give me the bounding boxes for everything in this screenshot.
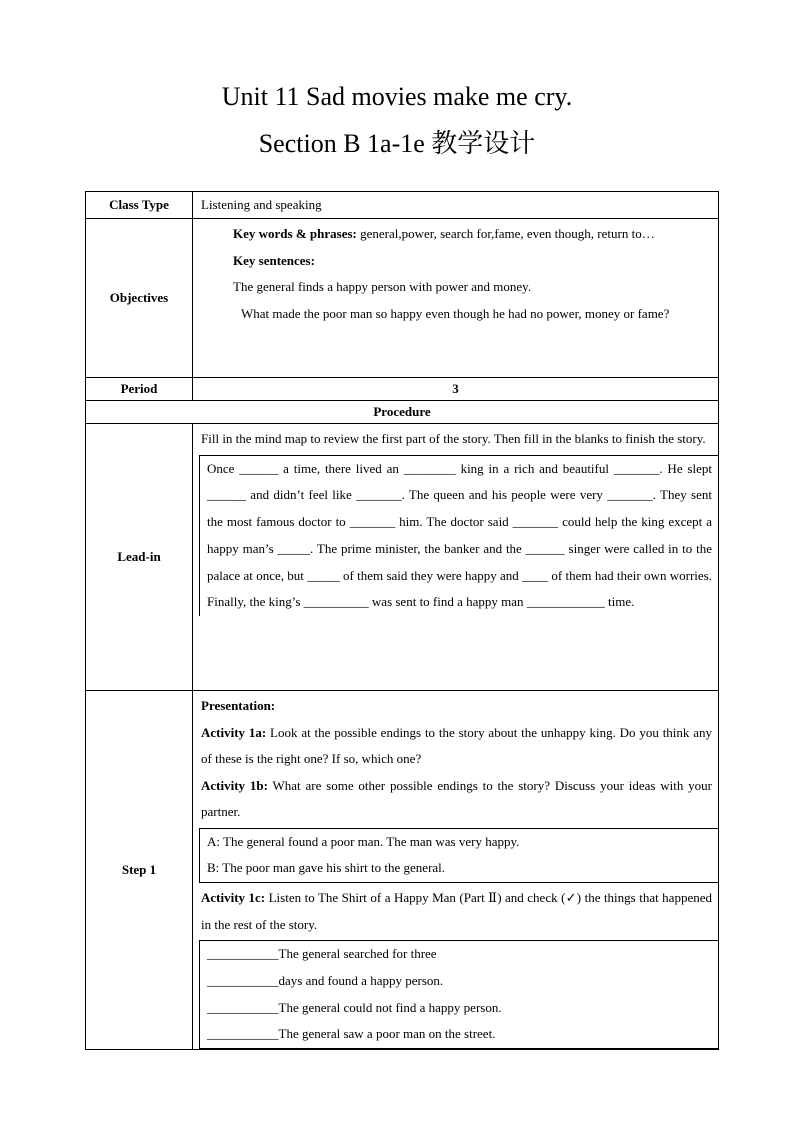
check-item: ___________days and found a happy person.	[207, 972, 444, 988]
class-type-row	[86, 192, 719, 219]
objectives-row	[86, 219, 719, 378]
activity-1a-text: Look at the possible endings to the story about the unhappy king. Do you think any of these is the right one? If so, which one?	[201, 724, 713, 766]
lesson-plan-table	[85, 191, 719, 1050]
key-words-label: Key words & phrases:	[233, 226, 357, 241]
activity-1b-text: What are some other possible endings to the story? Discuss your ideas with your partner.	[201, 777, 713, 819]
procedure-row	[86, 401, 719, 424]
check-blank: ___________	[207, 972, 279, 988]
step1-row	[86, 691, 719, 1050]
objectives-label: Objectives	[86, 219, 193, 378]
step1-label: Step 1	[86, 691, 193, 1050]
class-type-label: Class Type	[86, 192, 193, 219]
period-value: 3	[193, 378, 719, 401]
key-sentence-1: The general finds a happy person with power and money.	[233, 279, 532, 294]
lead-in-label: Lead-in	[86, 424, 193, 691]
objectives-content	[193, 219, 719, 378]
lead-in-content	[193, 424, 719, 691]
endings-box	[199, 828, 718, 884]
period-row	[86, 378, 719, 401]
step1-content	[193, 691, 719, 1050]
check-blank: ___________	[207, 1026, 279, 1042]
story-box: Once ______ a time, there lived an ________ king in a rich and beautiful _______. He slept ______ and didn’t feel like _______. The queen and his people were very _______. They sent the most famous doctor to _______ him. The doctor said _______ could help the king except a happy man’s _____. The prime minister, the banker and the ______ singer were called in to the palace at once, but _____ of them said they were happy and ____ of them had their own worries. Finally, the king’s __________ was sent to find a happy man ____________ time.	[199, 455, 718, 617]
activity-1b-label: Activity 1b:	[201, 777, 268, 793]
check-blank: ___________	[207, 999, 279, 1015]
key-sentence-2: What made the poor man so happy even though he had no power, money or fame?	[241, 305, 670, 321]
lead-in-row	[86, 424, 719, 691]
period-label: Period	[86, 378, 193, 401]
lead-in-instruction: Fill in the mind map to review the first part of the story. Then fill in the blanks to finish the story.	[201, 431, 706, 446]
check-blank: ___________	[207, 946, 279, 962]
document-subtitle: Section B 1a-1e 教学设计	[258, 129, 536, 158]
key-sentences-label: Key sentences:	[233, 252, 315, 268]
presentation-label: Presentation:	[201, 698, 276, 713]
activity-1a-label: Activity 1a:	[201, 724, 267, 740]
document-title: Unit 11 Sad movies make me cry.	[221, 82, 573, 111]
check-item: ___________The general searched for three	[207, 946, 437, 962]
key-words: general,power, search for,fame, even though, return to…	[360, 226, 655, 241]
ending-b: B: The poor man gave his shirt to the general.	[207, 860, 446, 876]
class-type-value: Listening and speaking	[193, 192, 719, 219]
activity-1c-label: Activity 1c:	[201, 890, 266, 906]
activity-1c-text: Listen to The Shirt of a Happy Man (Part Ⅱ) and check (✓) the things that happened in the rest of the story.	[201, 890, 712, 932]
procedure-heading: Procedure	[86, 401, 719, 424]
ending-a: A: The general found a poor man. The man was very happy.	[207, 833, 520, 849]
check-item: ___________The general saw a poor man on the street.	[207, 1026, 496, 1042]
check-list-box	[199, 940, 718, 1049]
check-item: ___________The general could not find a happy person.	[207, 999, 502, 1015]
